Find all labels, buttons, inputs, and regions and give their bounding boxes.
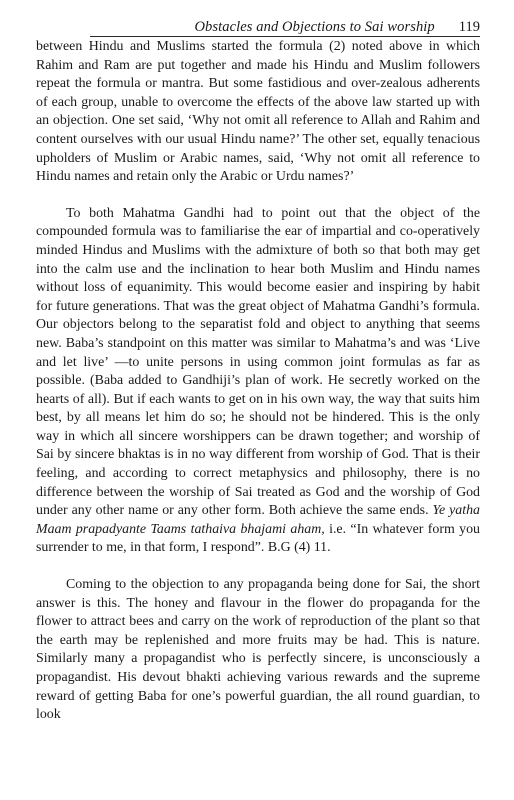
paragraph-text-end: i.e. “In whatever form you surrender to me, in that form, I respond”. B.G (4) 11.: [36, 521, 480, 556]
running-header: [90, 14, 480, 37]
paragraph-text: To both Mahatma Gandhi had to point out that the object of the compounded formula was to familiarise the ear of impartial and co-operatively minded Hindus and Muslims with the admixture of both so that both may get into the calm use and the inclination to hear both Muslim and Hindu names without loss of equanimity. This would become easier and inspiring by habit for future generations. That was the great object of Mahatma Gandhi’s formula. Our objectors belong to the separatist fold and object to anything that seems new. Baba’s standpoint on this matter was similar to Mahatma’s and was ‘Live and let live’ —to unite persons in using common joint formulas as far as possible. (Baba added to Gandhiji’s plan of work. He secretly worked on the hearts of all). But if each wants to get on in his own way, the way that suits him best, by all means let him do so; he should not be hindered. This is the only way in which all sincere worshippers can be drawn together; and worship of Sai by sincere bhaktas is in no way different from worship of God. That is their feeling, and according to correct metaphysics and philosophy, there is no difference between the worship of Sai treated as God and the worship of God under any other name or any other form. Both achieve the same ends.: [36, 205, 480, 519]
chapter-title: Obstacles and Objections to Sai worship: [194, 19, 435, 35]
page-number: 119: [458, 19, 480, 35]
paragraph-gandhi-formula: [36, 205, 480, 558]
page-body: [36, 38, 480, 725]
sanskrit-quote: Ye yatha Maam prapadyante Taams tathaiva bhajami aham,: [36, 503, 481, 537]
paragraph-propaganda: Coming to the objection to any propaganda being done for Sai, the short answer is this. The honey and flavour in the flower do propaganda for the flower to attract bees and carry on the work of reproduction of the plant so that the earth may be replenished and more fruits may be had. This is nature. Similarly many a propagandist who is perfectly sincere, is unconsciously a propagandist. His devout bhakti achieving various rewards and the supreme reward of getting Baba for one’s powerful guardian, the all round guardian, to look: [36, 577, 480, 723]
paragraph-continuation: between Hindu and Muslims started the formula (2) noted above in which Rahim and Ram are put together and made his Hindu and Muslim followers repeat the formula or mantra. But some fastidious and over-zealous adherents of each group, unable to overcome the effects of the above law started up with an objection. One set said, ‘Why not omit all reference to Allah and Rahim and content ourselves with our usual Hindu name?’ The other set, equally tenacious upholders of Muslim or Arabic names, said, ‘Why not omit all reference to Hindu names and retain only the Arabic or Urdu names?’: [36, 39, 480, 185]
